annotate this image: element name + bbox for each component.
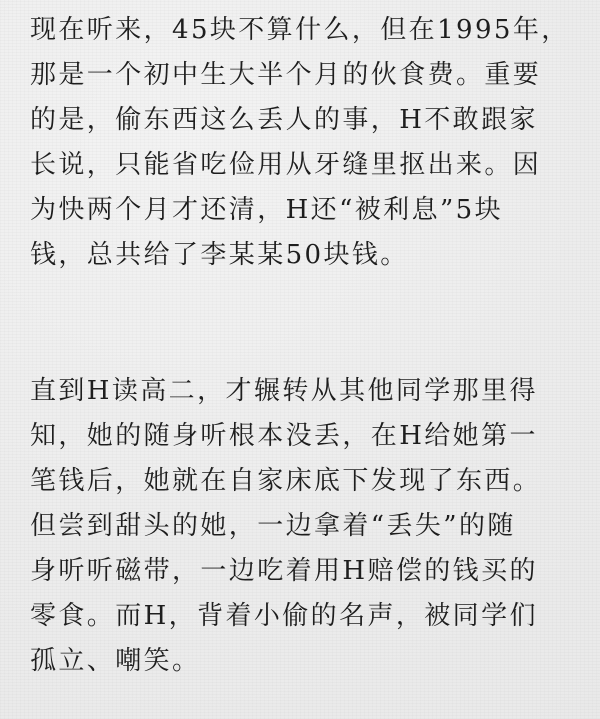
paragraph-1 bbox=[30, 8, 600, 278]
text-line: 零食。而H，背着小偷的名声，被同学们 bbox=[30, 601, 538, 631]
text-line: 钱，总共给了李某某50块钱。 bbox=[30, 240, 409, 270]
paragraph-2 bbox=[30, 369, 600, 684]
text-line: 但尝到甜头的她，一边拿着“丢失”的随 bbox=[30, 511, 516, 541]
text-line: 长说，只能省吃俭用从牙缝里抠出来。因 bbox=[30, 150, 542, 180]
text-line: 笔钱后，她就在自家床底下发现了东西。 bbox=[30, 466, 542, 496]
paragraph-spacer bbox=[30, 278, 600, 369]
text-line: 知，她的随身听根本没丢，在H给她第一 bbox=[30, 421, 538, 451]
text-line: 孤立、嘲笑。 bbox=[30, 646, 201, 676]
text-line: 现在听来，45块不算什么，但在1995年， bbox=[30, 15, 570, 45]
text-line: 身听听磁带，一边吃着用H赔偿的钱买的 bbox=[30, 556, 538, 586]
text-line: 的是，偷东西这么丢人的事，H不敢跟家 bbox=[30, 105, 538, 135]
text-line: 直到H读高二，才辗转从其他同学那里得 bbox=[30, 376, 538, 406]
text-line: 那是一个初中生大半个月的伙食费。重要 bbox=[30, 60, 542, 90]
text-line: 为快两个月才还清，H还“被利息”5块 bbox=[30, 195, 504, 225]
